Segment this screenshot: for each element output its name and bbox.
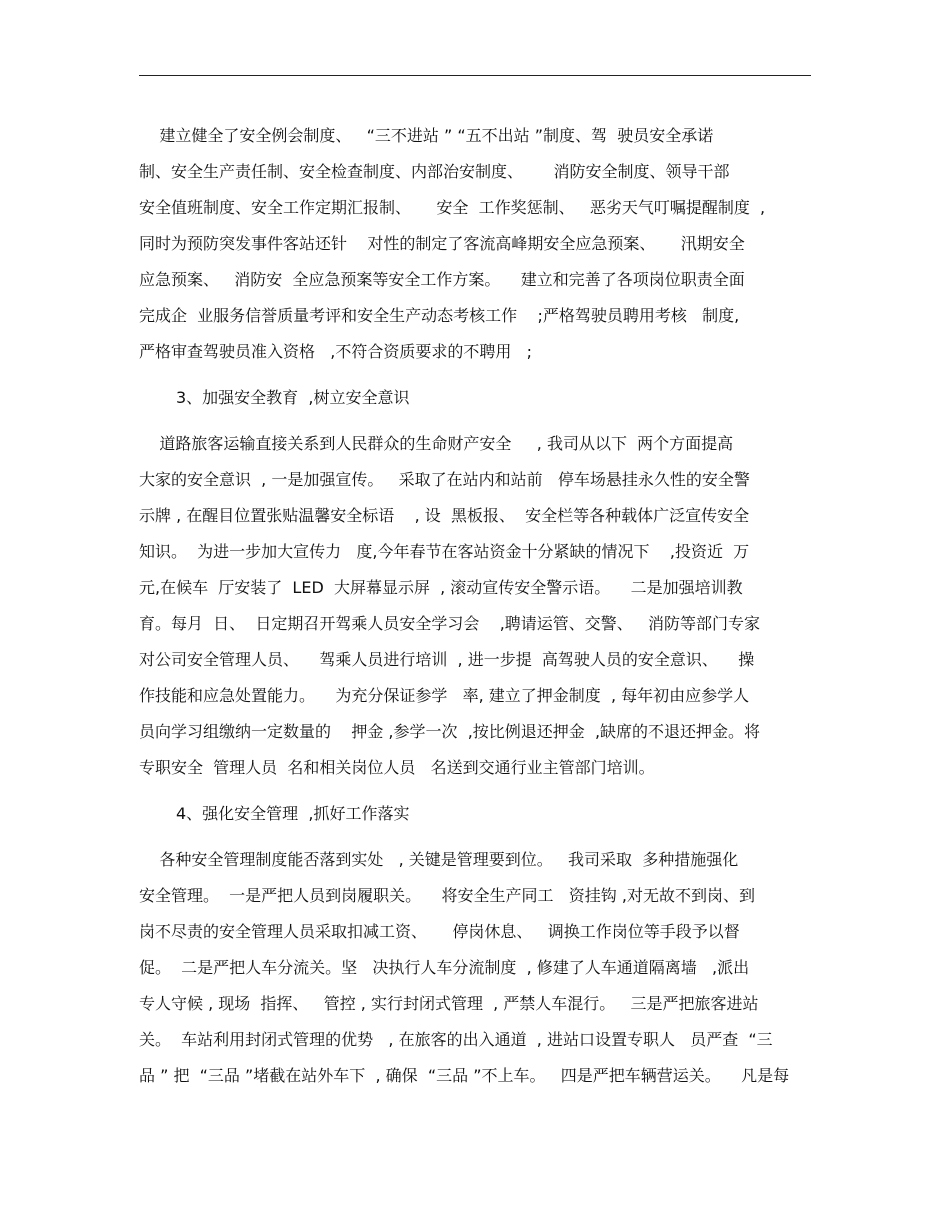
- text-line: 同时为预防突发事件客站还针 对性的制定了客流高峰期安全应急预案、 汛期安全: [139, 234, 745, 253]
- text-line: 安全管理。 一是严把人员到岗履职关。 将安全生产同工 资挂钩 ,对无故不到岗、到: [139, 886, 755, 905]
- text-line: 大家的安全意识 , 一是加强宣传。 采取了在站内和站前 停车场悬挂永久性的安全警: [139, 470, 750, 489]
- text-line: 品 ” 把 “三品 ”堵截在站外车下 , 确保 “三品 ”不上车。 四是严把车辆营运关。 凡是每: [139, 1066, 790, 1085]
- paragraph-safety-systems: [139, 118, 811, 370]
- heading-text: 4、强化安全管理 ,抓好工作落实: [176, 804, 410, 823]
- text-line: 各种安全管理制度能否落到实处 , 关键是管理要到位。 我司采取 多种措施强化: [139, 850, 739, 869]
- text-line: 道路旅客运输直接关系到人民群众的生命财产安全 , 我司从以下 两个方面提高: [139, 434, 734, 453]
- paragraph-safety-education: [139, 426, 811, 786]
- section-heading-3: [139, 380, 811, 416]
- text-line: 专人守候 , 现场 指挥、 管控 , 实行封闭式管理 , 严禁人车混行。 三是严把旅客进站: [139, 994, 759, 1013]
- text-line: 岗不尽责的安全管理人员采取扣减工资、 停岗休息、 调换工作岗位等手段予以督: [139, 922, 740, 941]
- text-line: 促。 二是严把人车分流关。坚 决执行人车分流制度 , 修建了人车通道隔离墙 ,派出: [139, 958, 750, 977]
- text-line: 元,在候车 厅安装了 LED 大屏幕显示屏 , 滚动宣传安全警示语。 二是加强培训教: [139, 578, 743, 597]
- text-line: 完成企 业服务信誉质量考评和安全生产动态考核工作 ;严格驾驶员聘用考核 制度,: [139, 306, 740, 325]
- header-rule: [139, 75, 811, 76]
- paragraph-safety-management: [139, 842, 811, 1094]
- text-line: 应急预案、 消防安 全应急预案等安全工作方案。 建立和完善了各项岗位职责全面: [139, 270, 745, 289]
- text-line: 严格审查驾驶员准入资格 ,不符合资质要求的不聘用 ;: [139, 342, 532, 361]
- text-line: 制、安全生产责任制、安全检查制度、内部治安制度、 消防安全制度、领导干部: [139, 162, 730, 181]
- text-line: 关。 车站利用封闭式管理的优势 , 在旅客的出入通道 , 进站口设置专职人 员严查 “三: [139, 1030, 773, 1049]
- document-body: [139, 118, 811, 1094]
- section-heading-4: [139, 796, 811, 832]
- text-line: 专职安全 管理人员 名和相关岗位人员 名送到交通行业主管部门培训。: [139, 758, 655, 777]
- text-line: 对公司安全管理人员、 驾乘人员进行培训 , 进一步提 高驾驶人员的安全意识、 操: [139, 650, 755, 669]
- text-line: 育。每月 日、 日定期召开驾乘人员安全学习会 ,聘请运管、交警、 消防等部门专家: [139, 614, 761, 633]
- text-line: 作技能和应急处置能力。 为充分保证参学 率, 建立了押金制度 , 每年初由应参学人: [139, 686, 750, 705]
- text-line: 员向学习组缴纳一定数量的 押金 ,参学一次 ,按比例退还押金 ,缺席的不退还押金。将: [139, 722, 761, 741]
- text-line: 知识。 为进一步加大宣传力 度,今年春节在客站资金十分紧缺的情况下 ,投资近 万: [139, 542, 750, 561]
- text-line: 安全值班制度、安全工作定期汇报制、 安全 工作奖惩制、 恶劣天气叮嘱提醒制度 ,: [139, 198, 766, 217]
- heading-text: 3、加强安全教育 ,树立安全意识: [176, 388, 410, 407]
- text-line: 示牌 , 在醒目位置张贴温馨安全标语 , 设 黑板报、 安全栏等各种载体广泛宣传安全: [139, 506, 750, 525]
- text-line: 建立健全了安全例会制度、 “三不进站 ” “五不出站 ”制度、驾 驶员安全承诺: [139, 126, 714, 145]
